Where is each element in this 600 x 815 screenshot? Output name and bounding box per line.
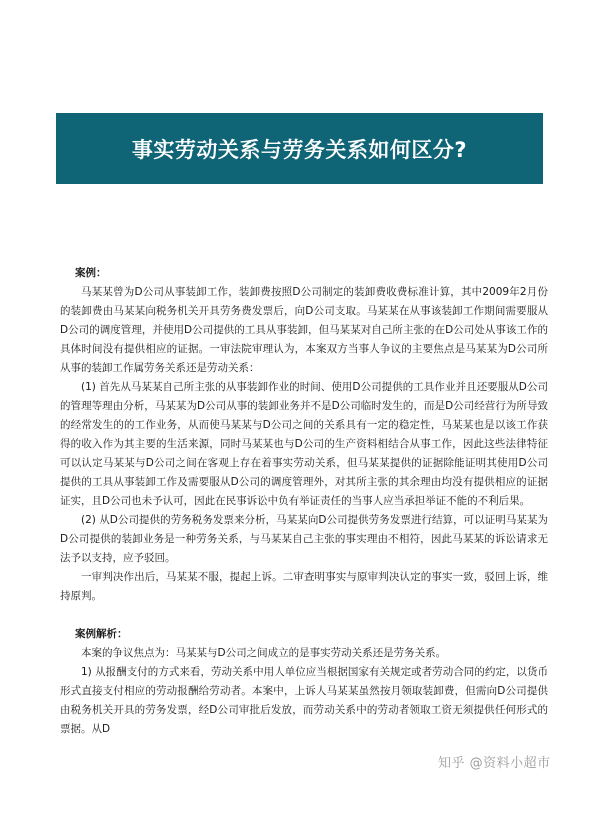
- title-banner: [56, 113, 543, 184]
- case-paragraph-2: (1) 首先从马某某自己所主张的从事装卸作业的时间、使用D公司提供的工具作业并且还要服从D公司的管理等理由分析，马某某为D公司从事的装卸业务并不是D公司临时发生的，而是D公司经营行为所导致的经常发生的的工作业务，从而使马某某与D公司之间的关系具有一定的稳定性，马某某也是以该工作获得的收入作为其主要的生活来源，同时马某某也与D公司的生产资料相结合从事工作，因此这些法律特征可以认定马某某与D公司之间在客观上存在着事实劳动关系，但马某某提供的证据除能证明其使用D公司提供的工具从事装卸工作及需要服从D公司的调度管理外，对其所主张的其余理由均没有提供相应的证据证实，且D公司也未予认可，因此在民事诉讼中负有举证责任的当事人应当承担举证不能的不利后果。: [60, 381, 548, 507]
- watermark-text: 知乎 @资料小超市: [438, 756, 551, 771]
- analysis-paragraph-2: 1) 从报酬支付的方式来看，劳动关系中用人单位应当根据国家有关规定或者劳动合同的约定，以货币形式直接支付相应的劳动报酬给劳动者。本案中，上诉人马某某虽然按月领取装卸费，但需向D公司提供由税务机关开具的劳务发票，经D公司审批后发放，而劳动关系中的劳动者领取工资无须提供任何形式的票据。从D: [60, 666, 548, 735]
- case-paragraph-4: 一审判决作出后，马某某不服，提起上诉。二审查明事实与原审判决认定的事实一致，驳回上诉，维持原判。: [60, 571, 548, 602]
- document-body: [60, 264, 548, 739]
- page-title: 事实劳动关系与劳务关系如何区分?: [131, 137, 468, 162]
- case-paragraph-3: (2) 从D公司提供的劳务税务发票来分析，马某某向D公司提供劳务发票进行结算，可以证明马某某为D公司提供的装卸业务是一种劳务关系，与马某某自己主张的事实理由不相符，因此马某某的诉讼请求无法予以支持，应予驳回。: [60, 514, 548, 564]
- case-paragraph-1: 马某某曾为D公司从事装卸工作，装卸费按照D公司制定的装卸费收费标准计算，其中2009年2月份的装卸费由马某某向税务机关开具劳务费发票后，向D公司支取。马某某在从事该装卸工作期间需要服从D公司的调度管理，并使用D公司提供的工具从事装卸，但马某某对自己所主张的在D公司处从事该工作的具体时间没有提供相应的证据。一审法院审理认为，本案双方当事人争议的主要焦点是马某某为D公司所从事的装卸工作属劳务关系还是劳动关系：: [60, 286, 548, 374]
- case-heading: 案例：: [75, 267, 107, 279]
- analysis-paragraph-1: 本案的争议焦点为：马某某与D公司之间成立的是事实劳动关系还是劳务关系。: [81, 647, 447, 659]
- analysis-heading: 案例解析：: [75, 628, 128, 640]
- section-spacer: [60, 606, 548, 625]
